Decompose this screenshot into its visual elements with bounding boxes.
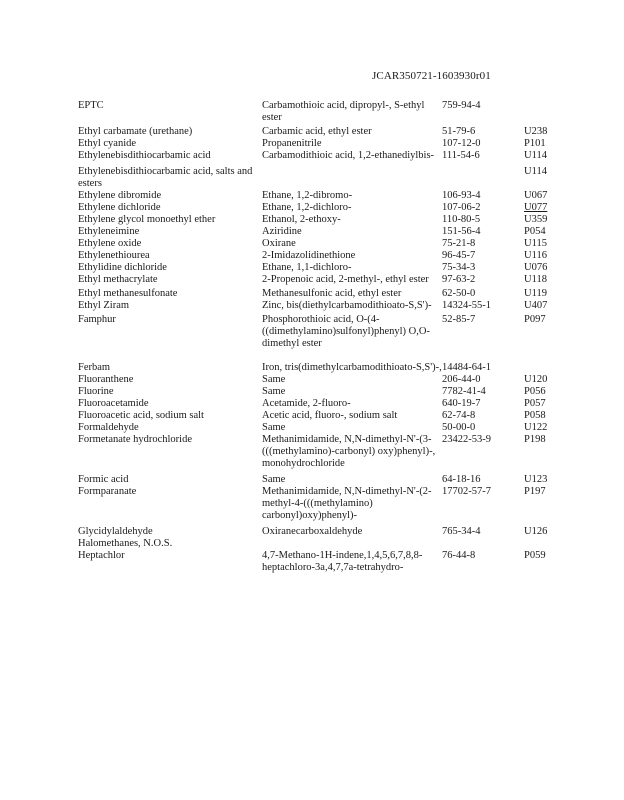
table-row bbox=[78, 288, 558, 300]
chemical-description: Same bbox=[262, 386, 286, 397]
waste-code: U120 bbox=[524, 374, 548, 385]
cas-number: 17702-57-7 bbox=[442, 486, 491, 497]
chemical-name: Fluoranthene bbox=[78, 374, 134, 385]
cas-number: 151-56-4 bbox=[442, 226, 481, 237]
cas-number: 107-06-2 bbox=[442, 202, 481, 213]
table-row bbox=[78, 150, 558, 162]
chemical-description: Same bbox=[262, 374, 286, 385]
chemical-name: Ethylidine dichloride bbox=[78, 262, 167, 273]
cas-number: 765-34-4 bbox=[442, 526, 481, 537]
chemical-name: Ethylenebisdithiocarbamic acid, salts and esters bbox=[78, 166, 253, 189]
table-row bbox=[78, 190, 558, 202]
chemical-description: Methanesulfonic acid, ethyl ester bbox=[262, 288, 402, 299]
chemical-name: Ferbam bbox=[78, 362, 111, 373]
cas-number: 107-12-0 bbox=[442, 138, 481, 149]
cas-number: 106-93-4 bbox=[442, 190, 481, 201]
waste-code: U115 bbox=[524, 238, 547, 249]
cas-number: 111-54-6 bbox=[442, 150, 480, 161]
waste-code: P058 bbox=[524, 410, 546, 421]
chemical-name: Famphur bbox=[78, 314, 116, 325]
chemical-description: Ethane, 1,1-dichloro- bbox=[262, 262, 352, 273]
cas-number: 76-44-8 bbox=[442, 550, 476, 561]
chemical-name: Ethylene glycol monoethyl ether bbox=[78, 214, 216, 225]
cas-number: 96-45-7 bbox=[442, 250, 476, 261]
chemical-description: 2-Imidazolidinethione bbox=[262, 250, 356, 261]
cas-number: 7782-41-4 bbox=[442, 386, 486, 397]
chemical-description: Ethane, 1,2-dichloro- bbox=[262, 202, 352, 213]
waste-code: U123 bbox=[524, 474, 548, 485]
chemical-description: Oxirane bbox=[262, 238, 296, 249]
cas-number: 97-63-2 bbox=[442, 274, 476, 285]
chemical-name: Ethyl methanesulfonate bbox=[78, 288, 178, 299]
waste-code: P056 bbox=[524, 386, 546, 397]
chemical-name: Ethyl cyanide bbox=[78, 138, 137, 149]
chemical-description: Oxiranecarboxaldehyde bbox=[262, 526, 363, 537]
table-row bbox=[78, 526, 558, 538]
cas-number: 75-21-8 bbox=[442, 238, 476, 249]
chemical-name: Formic acid bbox=[78, 474, 129, 485]
table-row bbox=[78, 226, 558, 238]
cas-number: 64-18-16 bbox=[442, 474, 481, 485]
cas-number: 23422-53-9 bbox=[442, 434, 491, 445]
cas-number: 14484-64-1 bbox=[442, 362, 491, 373]
cas-number: 50-00-0 bbox=[442, 422, 476, 433]
chemical-description: Carbamothioic acid, dipropyl-, S-ethyl ester bbox=[262, 100, 425, 123]
chemical-name: Ethylene dichloride bbox=[78, 202, 161, 213]
chemical-name: Ethylene dibromide bbox=[78, 190, 162, 201]
chemical-name: Heptachlor bbox=[78, 550, 125, 561]
chemical-name: Ethylenethiourea bbox=[78, 250, 150, 261]
cas-number: 14324-55-1 bbox=[442, 300, 491, 311]
chemical-name: Ethyleneimine bbox=[78, 226, 140, 237]
chemical-name: Fluoroacetic acid, sodium salt bbox=[78, 410, 204, 421]
waste-code: U118 bbox=[524, 274, 547, 285]
chemical-name: EPTC bbox=[78, 100, 104, 111]
waste-code: U122 bbox=[524, 422, 548, 433]
table-row bbox=[78, 474, 558, 486]
chemical-table bbox=[78, 100, 558, 574]
chemical-name: Ethyl Ziram bbox=[78, 300, 130, 311]
chemical-name: Formparanate bbox=[78, 486, 137, 497]
chemical-name: Formaldehyde bbox=[78, 422, 139, 433]
chemical-name: Ethyl carbamate (urethane) bbox=[78, 126, 193, 137]
table-row bbox=[78, 274, 558, 286]
waste-code: P198 bbox=[524, 434, 546, 445]
table-row bbox=[78, 374, 558, 386]
waste-code: U114 bbox=[524, 166, 547, 177]
table-row bbox=[78, 138, 558, 150]
chemical-name: Fluorine bbox=[78, 386, 114, 397]
chemical-description: Methanimidamide, N,N-dimethyl-N'-(3-(((methylamino)-carbonyl) oxy)phenyl)-, monohydrochloride bbox=[262, 434, 436, 469]
cas-number: 206-44-0 bbox=[442, 374, 481, 385]
chemical-description: Acetamide, 2-fluoro- bbox=[262, 398, 351, 409]
document-id: JCAR350721-1603930r01 bbox=[372, 70, 491, 82]
table-row bbox=[78, 486, 558, 522]
table-row bbox=[78, 300, 558, 312]
table-row bbox=[78, 100, 558, 124]
table-row bbox=[78, 398, 558, 410]
chemical-description: Carbamic acid, ethyl ester bbox=[262, 126, 372, 137]
waste-code: P057 bbox=[524, 398, 546, 409]
chemical-description: Aziridine bbox=[262, 226, 302, 237]
waste-code: U114 bbox=[524, 150, 547, 161]
waste-code: U238 bbox=[524, 126, 548, 137]
waste-code: P054 bbox=[524, 226, 546, 237]
waste-code: P059 bbox=[524, 550, 546, 561]
table-row bbox=[78, 202, 558, 214]
table-row bbox=[78, 262, 558, 274]
cas-number: 62-50-0 bbox=[442, 288, 476, 299]
table-row bbox=[78, 386, 558, 398]
cas-number: 75-34-3 bbox=[442, 262, 476, 273]
chemical-description: Phosphorothioic acid, O-(4-((dimethylamino)sulfonyl)phenyl) O,O-dimethyl ester bbox=[262, 314, 430, 349]
table-row bbox=[78, 166, 558, 190]
chemical-description: Methanimidamide, N,N-dimethyl-N'-(2-methyl-4-(((methylamino) carbonyl)oxy)phenyl)- bbox=[262, 486, 432, 521]
chemical-description: 4,7-Methano-1H-indene,1,4,5,6,7,8,8-heptachloro-3a,4,7,7a-tetrahydro- bbox=[262, 550, 423, 573]
table-row bbox=[78, 550, 558, 574]
chemical-description: Same bbox=[262, 474, 286, 485]
table-row bbox=[78, 314, 558, 350]
table-row bbox=[78, 422, 558, 434]
chemical-name: Glycidylaldehyde bbox=[78, 526, 153, 537]
table-row bbox=[78, 250, 558, 262]
cas-number: 759-94-4 bbox=[442, 100, 481, 111]
cas-number: 62-74-8 bbox=[442, 410, 476, 421]
waste-code: P197 bbox=[524, 486, 546, 497]
chemical-description: Acetic acid, fluoro-, sodium salt bbox=[262, 410, 398, 421]
table-row bbox=[78, 362, 558, 374]
table-row bbox=[78, 238, 558, 250]
table-row bbox=[78, 214, 558, 226]
waste-code: U359 bbox=[524, 214, 548, 225]
chemical-description: 2-Propenoic acid, 2-methyl-, ethyl ester bbox=[262, 274, 429, 285]
chemical-description: Ethane, 1,2-dibromo- bbox=[262, 190, 353, 201]
cas-number: 640-19-7 bbox=[442, 398, 481, 409]
chemical-name: Halomethanes, N.O.S. bbox=[78, 538, 173, 549]
cas-number: 51-79-6 bbox=[442, 126, 476, 137]
waste-code: U116 bbox=[524, 250, 547, 261]
chemical-description: Carbamodithioic acid, 1,2-ethanediylbis- bbox=[262, 150, 435, 161]
cas-number: 52-85-7 bbox=[442, 314, 476, 325]
chemical-name: Ethylenebisdithiocarbamic acid bbox=[78, 150, 211, 161]
waste-code: P101 bbox=[524, 138, 546, 149]
waste-code: U067 bbox=[524, 190, 548, 201]
cas-number: 110-80-5 bbox=[442, 214, 481, 225]
waste-code: U407 bbox=[524, 300, 548, 311]
table-row bbox=[78, 538, 558, 550]
waste-code: U126 bbox=[524, 526, 548, 537]
chemical-description: Propanenitrile bbox=[262, 138, 322, 149]
waste-code: U076 bbox=[524, 262, 548, 273]
chemical-description: Zinc, bis(diethylcarbamodithioato-S,S')- bbox=[262, 300, 432, 311]
waste-code: U119 bbox=[524, 288, 547, 299]
chemical-name: Formetanate hydrochloride bbox=[78, 434, 193, 445]
chemical-name: Fluoroacetamide bbox=[78, 398, 149, 409]
chemical-description: Iron, tris(dimethylcarbamodithioato-S,S')-, bbox=[262, 362, 442, 373]
chemical-description: Same bbox=[262, 422, 286, 433]
chemical-description: Ethanol, 2-ethoxy- bbox=[262, 214, 341, 225]
waste-code: U077 bbox=[524, 202, 548, 213]
table-row bbox=[78, 434, 558, 470]
waste-code: P097 bbox=[524, 314, 546, 325]
table-row bbox=[78, 410, 558, 422]
chemical-name: Ethylene oxide bbox=[78, 238, 142, 249]
chemical-name: Ethyl methacrylate bbox=[78, 274, 158, 285]
table-row bbox=[78, 126, 558, 138]
